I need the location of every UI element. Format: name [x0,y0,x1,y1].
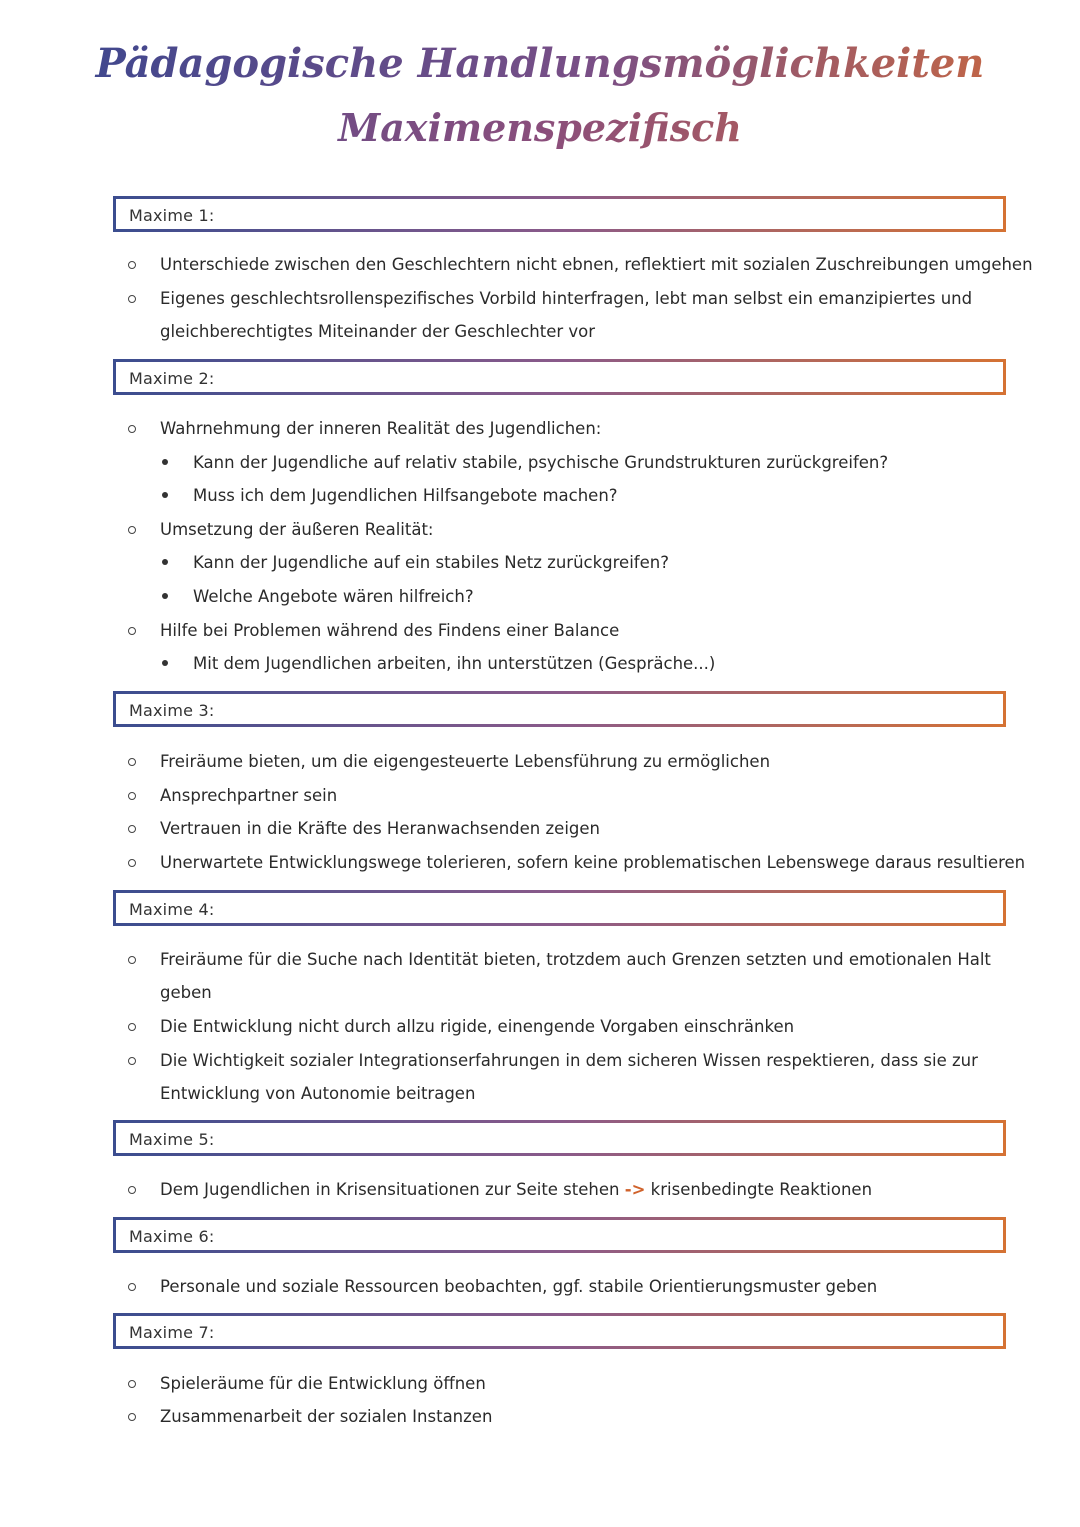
maxime-3-header [113,691,1006,727]
maxime-5-label: Maxime 5: [129,1130,215,1149]
bullet-icon [128,261,136,269]
bullet-icon [128,859,136,867]
maxime-4-item-3: Die Wichtigkeit sozialer Integrationserfahrungen in dem sicheren Wissen respektieren, dass sie zur [160,1051,978,1070]
bullet-icon [128,627,136,635]
maxime-2-item-3: Hilfe bei Problemen während des Findens einer Balance [160,621,620,640]
maxime-1-label: Maxime 1: [129,206,215,225]
maxime-3-item-2: Ansprechpartner sein [160,786,338,805]
bullet-icon [128,1380,136,1388]
bullet-icon [128,1413,136,1421]
maxime-4-header [113,890,1006,926]
bullet-icon [128,1057,136,1065]
maxime-3-item-1: Freiräume bieten, um die eigengesteuerte Lebensführung zu ermöglichen [160,752,771,771]
bullet-icon [128,758,136,766]
maxime-4-item-1-continued: geben [160,983,212,1002]
maxime-3-item-4: Unerwartete Entwicklungswege tolerieren, sofern keine problematischen Lebenswege daraus resultieren [160,853,1026,872]
page-title: Pädagogische Handlungsmöglichkeiten [0,40,1080,87]
maxime-2-subitem-3: Kann der Jugendliche auf ein stabiles Netz zurückgreifen? [193,553,669,572]
maxime-5-item-text: Dem Jugendlichen in Krisensituationen zur Seite stehen [160,1180,620,1199]
bullet-icon [128,1023,136,1031]
maxime-4-item-2: Die Entwicklung nicht durch allzu rigide, einengende Vorgaben einschränken [160,1017,795,1036]
maxime-1-item-2: Eigenes geschlechtsrollenspezifisches Vorbild hinterfragen, lebt man selbst ein emanzipiertes und [160,289,973,308]
maxime-7-label: Maxime 7: [129,1323,215,1342]
maxime-5-item-1 [160,1173,872,1207]
maxime-1-header [113,196,1006,232]
maxime-2-item-1: Wahrnehmung der inneren Realität des Jugendlichen: [160,419,602,438]
maxime-7-header [113,1313,1006,1349]
maxime-2-header [113,359,1006,395]
maxime-3-item-3: Vertrauen in die Kräfte des Heranwachsenden zeigen [160,819,600,838]
maxime-4-item-3-continued: Entwicklung von Autonomie beitragen [160,1084,476,1103]
bullet-icon [128,825,136,833]
bullet-icon [128,295,136,303]
maxime-1-item-1: Unterschiede zwischen den Geschlechtern nicht ebnen, reflektiert mit sozialen Zuschreibungen umgehen [160,255,1033,274]
maxime-2-item-2: Umsetzung der äußeren Realität: [160,520,434,539]
bullet-icon [128,792,136,800]
maxime-2-subitem-5: Mit dem Jugendlichen arbeiten, ihn unterstützen (Gespräche...) [193,654,716,673]
maxime-4-label: Maxime 4: [129,900,215,919]
sub-bullet-icon [162,492,168,498]
maxime-3-label: Maxime 3: [129,701,215,720]
maxime-1-item-2-continued: gleichberechtigtes Miteinander der Geschlechter vor [160,322,596,341]
maxime-5-item-result: krisenbedingte Reaktionen [650,1180,873,1199]
sub-bullet-icon [162,660,168,666]
bullet-icon [128,1283,136,1291]
maxime-2-subitem-1: Kann der Jugendliche auf relativ stabile, psychische Grundstrukturen zurückgreifen? [193,453,889,472]
maxime-2-subitem-4: Welche Angebote wären hilfreich? [193,587,474,606]
maxime-6-header [113,1217,1006,1253]
maxime-6-item-1: Personale und soziale Ressourcen beobachten, ggf. stabile Orientierungsmuster geben [160,1277,878,1296]
maxime-6-label: Maxime 6: [129,1227,215,1246]
bullet-icon [128,1186,136,1194]
sub-bullet-icon [162,459,168,465]
bullet-icon [128,956,136,964]
maxime-5-header [113,1120,1006,1156]
sub-bullet-icon [162,559,168,565]
sub-bullet-icon [162,593,168,599]
maxime-7-item-1: Spieleräume für die Entwicklung öffnen [160,1374,486,1393]
arrow-right-icon: -> [624,1180,646,1199]
bullet-icon [128,425,136,433]
maxime-7-item-2: Zusammenarbeit der sozialen Instanzen [160,1407,493,1426]
maxime-2-subitem-2: Muss ich dem Jugendlichen Hilfsangebote machen? [193,486,618,505]
maxime-4-item-1: Freiräume für die Suche nach Identität bieten, trotzdem auch Grenzen setzten und emotionalen Halt [160,950,991,969]
maxime-2-label: Maxime 2: [129,369,215,388]
page-subtitle: Maximenspezifisch [0,105,1080,150]
bullet-icon [128,526,136,534]
